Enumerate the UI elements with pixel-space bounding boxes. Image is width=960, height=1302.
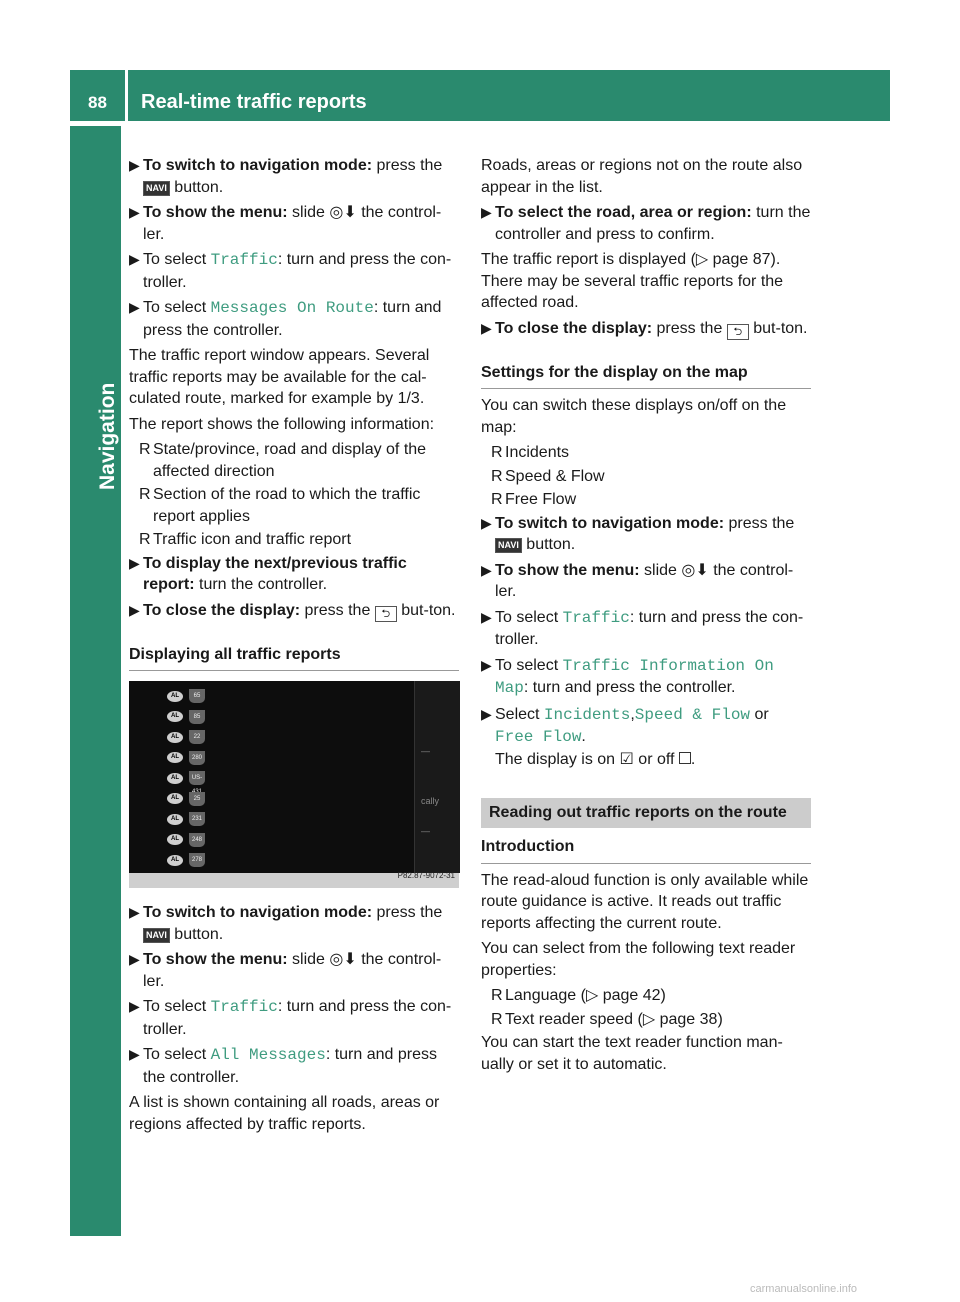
report-shows-text: The report shows the following information:	[129, 415, 435, 433]
state-shield-icon: AL	[167, 773, 183, 784]
displayed-text: The traffic report is displayed (▷ page 87). There may be several traffic reports for the affected road.	[481, 251, 784, 311]
step-text: To select	[143, 1046, 211, 1063]
step-marker: ▶	[481, 561, 492, 578]
step-marker: ▶	[481, 608, 492, 625]
roads-text: Roads, areas or regions not on the route also appear in the list.	[481, 157, 803, 196]
route-shield-icon: 65	[189, 689, 205, 703]
state-shield-icon: AL	[167, 793, 183, 804]
step-text: To select	[495, 656, 563, 674]
menu-item-name: Traffic Information On Map	[495, 656, 774, 697]
step-label: To close the display:	[495, 319, 653, 337]
right-steps-3	[481, 513, 811, 700]
option-incidents: Incidents	[543, 705, 631, 724]
step-marker: ▶	[129, 251, 140, 267]
step-text: To select	[143, 299, 211, 316]
heading-displaying-all: Displaying all traffic reports	[129, 644, 459, 672]
step-label: To close the display:	[143, 601, 301, 619]
intro-text-1: The read-aloud function is only available while route guidance is active. It reads out traffic reports affecting the current route.	[481, 871, 809, 932]
step-marker: ▶	[129, 157, 140, 173]
right-column	[481, 155, 811, 1079]
switch-text: You can switch these displays on/off on the map:	[481, 397, 787, 436]
step-marker: ▶	[129, 1046, 140, 1062]
intro-text-2: You can select from the following text reader properties:	[481, 940, 796, 979]
route-shield-icon: 278	[189, 853, 205, 867]
bullet-marker: R	[139, 441, 151, 458]
right-steps-2	[481, 318, 811, 340]
step-label: To show the menu:	[143, 204, 288, 221]
step-marker: ▶	[481, 656, 492, 673]
step-text: press the	[652, 319, 723, 337]
traffic-list-row	[167, 710, 205, 724]
instruction-step	[129, 155, 459, 198]
step-text: press the	[372, 157, 443, 174]
list-shown-text: A list is shown containing all roads, areas or regions affected by traffic reports.	[129, 1094, 440, 1133]
traffic-list-row	[167, 792, 205, 806]
window-appears-text: The traffic report window appears. Several traffic reports may be available for the cal-culated route, marked for example by 1/3.	[129, 347, 430, 407]
option-free-flow: Free Flow	[495, 728, 582, 746]
bullet-marker: R	[139, 531, 151, 548]
route-shield-icon: 248	[189, 833, 205, 847]
step-text: To select	[143, 251, 211, 268]
list-item	[481, 442, 811, 464]
step-label: To select the road, area or region:	[495, 204, 752, 221]
route-shield-icon: 280	[189, 751, 205, 765]
route-shield-icon: 231	[189, 812, 205, 826]
side-tab-label: Navigation	[96, 382, 119, 490]
image-code: P82.87-9072-31	[397, 870, 455, 880]
bullet-marker: R	[491, 987, 503, 1004]
menu-item-name: Traffic	[210, 251, 278, 269]
screen-side-text: cally	[421, 796, 440, 806]
step-label: To show the menu:	[495, 561, 640, 579]
state-shield-icon: AL	[167, 752, 183, 763]
traffic-list-row	[167, 771, 205, 785]
step-text: : turn and press the con-troller.	[143, 251, 452, 291]
list-item-text: Free Flow	[505, 491, 577, 508]
step-marker: ▶	[481, 204, 492, 220]
instruction-step	[481, 607, 811, 651]
step-marker: ▶	[129, 601, 140, 618]
traffic-list-row	[167, 812, 205, 826]
left-steps-3	[129, 902, 459, 1088]
step-text: : turn and press the con-troller.	[143, 998, 452, 1038]
page-number: 88	[88, 93, 107, 112]
instruction-step	[129, 949, 459, 992]
traffic-list-row	[167, 689, 205, 703]
traffic-list-row	[167, 730, 205, 744]
menu-item-name: All Messages	[210, 1046, 326, 1064]
list-item	[481, 985, 811, 1007]
step-text: but-ton.	[396, 601, 456, 619]
step-text: : turn and press the controller.	[143, 1046, 437, 1086]
screen-side-strip	[414, 681, 460, 873]
screen-side-dash: —	[421, 746, 430, 756]
option-speed-flow: Speed & Flow	[634, 705, 751, 724]
route-shield-icon: 85	[189, 710, 205, 724]
watermark: carmanualsonline.info	[750, 1283, 858, 1295]
route-shield-icon: 25	[189, 792, 205, 806]
state-shield-icon: AL	[167, 711, 183, 722]
left-bullets	[129, 439, 459, 551]
side-tab-label-wrap	[72, 382, 119, 500]
state-shield-icon: AL	[167, 814, 183, 825]
route-shield-icon: 22	[189, 730, 205, 744]
step-text: button.	[169, 178, 224, 196]
step-text: press the	[300, 601, 371, 619]
list-item-text: Section of the road to which the traffic report applies	[153, 486, 421, 525]
step-text: : turn and press the controller.	[523, 679, 736, 696]
route-shield-icon: US-	[189, 771, 205, 785]
step-text: button.	[521, 536, 576, 553]
right-steps-1	[481, 202, 811, 245]
instruction-step	[129, 600, 459, 622]
bullet-marker: R	[139, 486, 151, 503]
step-text: press the	[372, 904, 443, 921]
page-title: Real-time traffic reports	[141, 91, 367, 113]
instruction-step	[481, 202, 811, 245]
list-item	[481, 489, 811, 511]
bullet-marker: R	[491, 1010, 503, 1028]
step-text: slide ◎⬇ the control-ler.	[143, 951, 442, 990]
step-label: To show the menu:	[143, 951, 288, 968]
instruction-step	[129, 297, 459, 341]
screen-side-dash: —	[421, 826, 430, 836]
menu-item-name: Messages On Route	[210, 299, 374, 317]
step-text: turn the controller.	[194, 576, 328, 593]
step-marker: ▶	[129, 299, 140, 315]
side-tab	[70, 126, 121, 1236]
step-marker: ▶	[129, 204, 140, 220]
right-bullets-1	[481, 442, 811, 511]
traffic-screen-image	[129, 681, 459, 888]
heading-introduction: Introduction	[481, 836, 811, 864]
step-marker: ▶	[481, 705, 492, 722]
step-text: To select	[495, 608, 563, 626]
instruction-step	[481, 318, 811, 340]
menu-item-name: Traffic	[210, 998, 278, 1016]
step-text: slide ◎⬇ the control-ler.	[495, 561, 794, 600]
step-marker: ▶	[481, 319, 492, 336]
traffic-list-row	[167, 853, 205, 867]
list-item	[129, 439, 459, 482]
list-item-text: Text reader speed (▷ page 38)	[505, 1010, 723, 1028]
header-separator	[125, 70, 128, 121]
list-item-text: State/province, road and display of the affected direction	[153, 441, 427, 480]
instruction-step	[129, 996, 459, 1040]
list-item-text: Language (▷ page 42)	[505, 987, 666, 1004]
step-label: To switch to navigation mode:	[143, 904, 373, 921]
instruction-step	[129, 553, 459, 596]
instruction-step	[129, 1044, 459, 1088]
step-marker: ▶	[129, 904, 140, 920]
left-steps-2	[129, 553, 459, 622]
list-item	[129, 529, 459, 551]
step-text: button.	[169, 925, 224, 943]
step-text: : turn and press the controller.	[143, 299, 442, 339]
left-column	[129, 155, 459, 1139]
list-item-text: Speed & Flow	[505, 467, 605, 485]
bullet-marker: R	[491, 444, 503, 461]
state-shield-icon: AL	[167, 732, 183, 743]
list-item	[481, 1009, 811, 1031]
step-marker: ▶	[481, 514, 492, 531]
navi-button-icon: NAVI	[143, 181, 170, 196]
instruction-step	[481, 560, 811, 603]
step-marker: ▶	[129, 951, 140, 967]
back-button-icon: ⮌	[375, 606, 397, 622]
back-button-icon: ⮌	[727, 324, 749, 340]
instruction-step	[481, 513, 811, 556]
state-shield-icon: AL	[167, 855, 183, 866]
instruction-step	[129, 202, 459, 245]
instruction-step	[481, 655, 811, 700]
instruction-step	[129, 902, 459, 945]
navi-button-icon: NAVI	[143, 928, 170, 943]
left-steps-1	[129, 155, 459, 341]
select-step: ▶ Select Incidents,Speed & Flow or Free Flow. The display is on ☑ or off .	[481, 705, 769, 768]
menu-item-name: Traffic	[562, 608, 630, 627]
checkbox-checked-icon: ☑	[619, 750, 634, 768]
list-item-text: Traffic icon and traffic report	[153, 531, 352, 548]
step-marker: ▶	[129, 554, 140, 571]
list-item-text: Incidents	[505, 444, 570, 461]
state-shield-icon: AL	[167, 834, 183, 845]
instruction-step	[129, 249, 459, 293]
step-text: slide ◎⬇ the control-ler.	[143, 204, 442, 243]
state-shield-icon: AL	[167, 691, 183, 702]
step-text: To select	[143, 998, 211, 1015]
right-bullets-2	[481, 985, 811, 1030]
step-label: To switch to navigation mode:	[495, 514, 725, 532]
step-label: To display the next/previous traffic report:	[143, 554, 407, 593]
traffic-list-row	[167, 833, 205, 847]
step-marker: ▶	[129, 998, 140, 1014]
navi-button-icon: NAVI	[495, 538, 522, 553]
list-item	[481, 466, 811, 488]
intro-text-3: You can start the text reader function man-ually or set it to automatic.	[481, 1034, 783, 1073]
bullet-marker: R	[491, 467, 503, 485]
step-text: but-ton.	[748, 319, 808, 337]
step-text: press the	[724, 514, 795, 532]
step-text: : turn and press the con-troller.	[495, 608, 804, 648]
shaded-heading: Reading out traffic reports on the route	[481, 798, 811, 828]
checkbox-unchecked-icon	[679, 752, 691, 764]
step-text: turn the controller and press to confirm.	[495, 204, 811, 243]
traffic-list-row	[167, 751, 205, 765]
list-item	[129, 484, 459, 527]
step-label: To switch to navigation mode:	[143, 157, 373, 174]
heading-settings: Settings for the display on the map	[481, 362, 811, 390]
bullet-marker: R	[491, 491, 503, 508]
